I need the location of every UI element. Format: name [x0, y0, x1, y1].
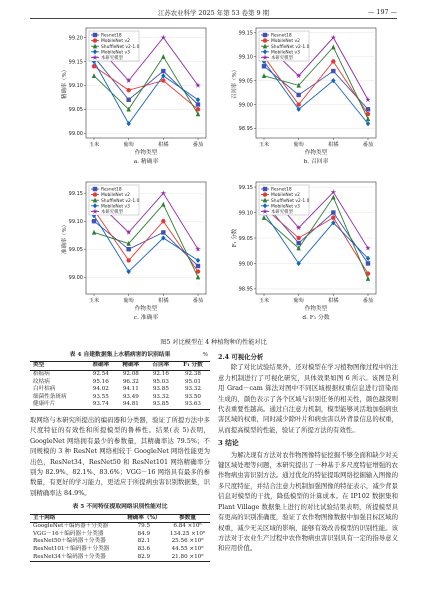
data-point [331, 210, 335, 214]
legend-label: Resnet18 [101, 33, 122, 39]
data-point [296, 241, 300, 245]
table-cell: 44.55 ×10⁶ [171, 546, 204, 552]
legend-label: MobileNet v3 [271, 204, 300, 210]
legend-label: ShuffleNet v2-1.0 [101, 198, 140, 204]
x-tick-label: 玉米 [258, 298, 270, 304]
data-point [331, 215, 335, 219]
table-cell: ResNet34＋编码器＋分类器 [30, 554, 123, 562]
table-cell: 84.9 [137, 530, 151, 537]
table-cell: 93.49 [122, 393, 139, 400]
table-cell: 93.85 [152, 386, 169, 393]
chart-panel-a [60, 24, 210, 174]
data-point [296, 93, 300, 97]
y-tick-label: 99.05 [68, 247, 83, 253]
table-cell: 21.80 ×10⁶ [165, 554, 210, 562]
table-cell: 96.32 [122, 378, 139, 385]
table-row [30, 554, 210, 562]
table4-unit: % [202, 352, 208, 358]
table-cell: 94.02 [92, 386, 109, 393]
table-row [30, 394, 210, 402]
y-axis-label: 召回率（%） [232, 66, 238, 100]
x-tick-label: 番茄 [192, 298, 204, 304]
legend-label: MobileNet v3 [271, 50, 300, 56]
y-tick-label: 99.05 [68, 107, 83, 114]
data-point [262, 64, 266, 68]
body-paragraph: 除了对比试验结果外，还对模型在学习植物图像过程中的注意力机制进行了可视化研究，具体效果如图 6 所示。该图是利用 Grad－cam 算法对图中不同区域根据权重信息进行渲染而生成的，颜色表示了各个区域与识别任务的相关性，颜色越深则代表重要性越高。通过自注意力机制，模型能够灵活地加强病虫害区域的权重，同时减少除叶片和病虫害以外背景信息的权重，从而提高模型的性能，验证了所提方法的有效性。 [218, 363, 398, 434]
y-tick-label: 99.20 [68, 35, 83, 42]
y-tick-label: 99.10 [238, 210, 253, 217]
table4-header: 精确率 [116, 362, 146, 371]
y-tick-label: 99.15 [68, 191, 83, 197]
page-number: — 197 — [367, 8, 397, 16]
table-cell: 健康叶片 [30, 401, 86, 409]
x-tick-label: 葡萄 [123, 142, 134, 148]
figure-caption: 图5 对比模型在 4 种植物种的性能对比 [160, 339, 267, 346]
data-point [161, 230, 165, 234]
data-point [263, 192, 267, 196]
x-tick-label: 玉米 [88, 298, 100, 304]
data-point [366, 261, 370, 265]
journal-title: 江苏农业科学 2025 年第 53 卷第 9 期 [158, 9, 269, 17]
table5-header-row [30, 514, 210, 523]
y-tick-label: 99.10 [68, 83, 83, 90]
table5-header: 精确率（%） [123, 514, 165, 523]
y-tick-label: 99.00 [238, 261, 253, 268]
legend-label: 本研究模型 [271, 56, 293, 61]
x-axis-label: 作物类型 [134, 150, 158, 156]
precision-chart [60, 24, 210, 174]
table-cell: 93.32 [152, 393, 169, 400]
x-axis-label: 作物类型 [304, 306, 328, 312]
x-axis-label: 作物类型 [304, 150, 328, 156]
x-tick-label: 番茄 [192, 142, 204, 148]
table-row [30, 379, 210, 387]
x-tick-label: 玉米 [88, 142, 100, 148]
table-cell: 92.54 [92, 371, 109, 377]
right-column [218, 350, 398, 554]
y-tick-label: 99.05 [238, 235, 253, 242]
x-tick-label: 玉米 [258, 142, 270, 148]
x-tick-label: 番茄 [362, 298, 374, 304]
data-point [93, 38, 97, 42]
legend-label: MobileNet v3 [101, 50, 130, 56]
y-tick-label: 99.00 [238, 102, 253, 109]
legend-label: MobileNet v2 [271, 193, 300, 199]
x-tick-label: 葡萄 [293, 298, 304, 304]
f1-chart [230, 178, 380, 330]
table-cell: 82.9 [123, 554, 165, 562]
table5-header: 主干网络 [30, 514, 123, 523]
table-row [30, 523, 210, 531]
table-row [30, 371, 210, 379]
section-heading-3: 3 结论 [218, 439, 239, 448]
accuracy-chart [60, 178, 210, 330]
table-cell: 93.85 [146, 401, 176, 409]
y-tick-label: 99.15 [68, 59, 83, 66]
table-cell: 92.38 [184, 371, 201, 377]
x-axis-label: 作物类型 [134, 306, 158, 312]
table-row [30, 546, 210, 554]
table-row [30, 401, 210, 409]
table-cell: 25.56 ×10⁶ [171, 538, 204, 545]
table-cell: 93.50 [184, 393, 201, 400]
table5 [30, 514, 210, 563]
table-cell: 95.03 [152, 378, 169, 385]
table-cell: 79.5 [137, 523, 151, 530]
left-column [30, 350, 210, 562]
legend-label: MobileNet v2 [101, 39, 130, 45]
data-point [196, 102, 200, 106]
table-row [30, 538, 210, 546]
panel-sublabel: b. 召回率 [303, 159, 329, 165]
legend-label: 本研究模型 [271, 210, 293, 215]
data-point [93, 33, 97, 37]
data-point [296, 236, 300, 240]
y-axis-label: 精确率（%） [62, 66, 68, 100]
y-tick-label: 99.10 [68, 219, 83, 225]
data-point [296, 102, 300, 106]
data-point [161, 78, 165, 82]
data-point [331, 59, 335, 63]
recall-chart [230, 24, 380, 174]
legend-label: MobileNet v3 [101, 204, 130, 210]
table-cell: 6.84 ×10⁶ [173, 523, 202, 530]
table5-header: 参数量 [165, 514, 210, 523]
body-paragraph: 取网络与本研究所提出的编码器和分类器，验证了所提方法中多尺度特征的有效性和所提模型的鲁棒性。结果(表 5)表明，GoogleNet 网络拥有最少的参数量，其精确率达 79.5%；不同规模的 3 种 ResNet 网络相较于 GoogleNet 网络性能更为出色，ResNet34、ResNet50 和 ResNet101 网络精确率分别为 82.9%、82.1%、83.6%；VGG－16 网络具有最多的参数量，有更好的学习能力，更适应于所提病虫害识别数据集，识别精确率达 84.9%。 [30, 415, 210, 497]
table4 [30, 361, 210, 410]
table-cell: 93.32 [184, 386, 201, 393]
table-row [30, 386, 210, 394]
legend-label: ShuffleNet v2-1.0 [101, 44, 140, 50]
table4-block [30, 350, 210, 360]
x-tick-label: 柑橘 [328, 298, 339, 304]
table-cell: 93.55 [92, 393, 109, 400]
y-tick-label: 98.95 [238, 286, 253, 293]
table4-header: 准确率 [86, 362, 116, 371]
y-tick-label: 99.15 [238, 184, 253, 191]
y-axis-label: 准确率（%） [62, 221, 68, 255]
legend-label: ShuffleNet v2-1.0 [271, 44, 310, 50]
table4-header: F₁ 分数 [176, 362, 210, 371]
legend-label: Resnet18 [101, 187, 122, 193]
chart-panel-c [60, 178, 210, 330]
table-cell: 92.16 [152, 371, 169, 377]
running-header [30, 6, 397, 18]
section-heading-2-4: 2.4 可视化分析 [218, 353, 264, 361]
y-tick-label: 99.05 [238, 78, 253, 85]
table-cell: 93.63 [176, 401, 210, 409]
panel-sublabel: c. 准确率 [133, 315, 159, 321]
table-cell: 94.81 [116, 401, 146, 409]
table-cell: 白叶枯病 [33, 386, 56, 393]
x-tick-label: 柑橘 [158, 142, 169, 148]
legend-label: 本研究模型 [101, 56, 123, 61]
data-point [263, 33, 267, 37]
panel-sublabel: a. 精确率 [133, 159, 159, 165]
legend-label: ShuffleNet v2-1.0 [271, 198, 310, 204]
data-point [196, 264, 200, 268]
y-tick-label: 99.00 [68, 131, 83, 138]
table-cell: VGG－16＋编码器＋分类器 [33, 530, 104, 537]
table-cell: ResNet101＋编码器＋分类器 [33, 546, 110, 552]
legend-label: MobileNet v2 [101, 193, 130, 199]
table4-header-row [30, 362, 210, 371]
table-cell: 82.1 [137, 538, 151, 545]
table-cell: 95.01 [184, 378, 201, 385]
legend-label: Resnet18 [271, 33, 292, 39]
data-point [92, 219, 96, 223]
data-point [126, 247, 130, 251]
data-point [126, 88, 130, 92]
chart-panel-d [230, 178, 380, 330]
table-cell: 94.11 [122, 386, 139, 393]
body-paragraph: 为解决现有方法对农作物图像特征挖掘不够全面和缺少对关键区域处理等问题，本研究提出了一种基于多尺度特征增强的农作物病虫害识别方法。通过优化的特征提取网络挖掘输入图像的多尺度特征，并结合注意力机制加强图像的特征表示，减少背景信息对模型的干扰，降低模型的计算成本。在 IP102 数据集和 Plant Village 数据集上进行的对比试验结果表明，所提模型具有更高的识别准确度，验证了农作物图像数据中加强目标区域的权重，减少无关区域的影响，能够有效改善模型的识别性能。该方法对于农业生产过程中农作物病虫害识别具有一定的指导意义和应用价值。 [218, 450, 398, 553]
table-cell: 93.74 [86, 401, 116, 409]
data-point [263, 187, 267, 191]
table-cell: GoogleNet＋编码器＋分类器 [33, 523, 109, 530]
table4-header: 召回率 [146, 362, 176, 371]
x-tick-label: 柑橘 [158, 298, 169, 304]
y-tick-label: 99.00 [68, 275, 83, 281]
x-tick-label: 番茄 [362, 142, 374, 148]
data-point [126, 258, 130, 262]
data-point [161, 219, 165, 223]
y-tick-label: 98.95 [238, 126, 253, 133]
table5-caption: 表 5 不同特征提取网络识别性能对比 [72, 504, 168, 511]
x-tick-label: 葡萄 [123, 298, 134, 304]
x-tick-label: 柑橘 [328, 142, 339, 148]
data-point [366, 107, 370, 111]
panel-sublabel: d. F₁ 分数 [302, 315, 330, 321]
table-cell: ResNet50＋编码器＋分类器 [33, 538, 106, 545]
data-point [93, 192, 97, 196]
data-point [161, 69, 165, 73]
table-cell: 83.6 [137, 546, 151, 552]
table-cell: 134.25 ×10⁶ [169, 530, 206, 537]
y-axis-label: F₁ 分数 [232, 228, 238, 248]
data-point [93, 187, 97, 191]
legend-label: MobileNet v2 [271, 39, 300, 45]
data-point [263, 38, 267, 42]
y-tick-label: 99.10 [238, 54, 253, 61]
header-rule [30, 18, 397, 19]
y-tick-label: 99.15 [238, 30, 253, 37]
table-cell: 92.08 [122, 371, 139, 377]
data-point [126, 98, 130, 102]
table-cell: 细菌性条斑病 [33, 393, 67, 400]
legend-label: Resnet18 [271, 187, 292, 193]
data-point [331, 69, 335, 73]
x-tick-label: 葡萄 [293, 142, 304, 148]
table-cell: 纹枯病 [33, 378, 50, 385]
chart-panel-b [230, 24, 380, 174]
table4-header: 类型 [30, 362, 86, 371]
legend-label: 本研究模型 [101, 210, 123, 215]
table4-caption: 表 4 自建数据集上水稻病害的识别结果 [69, 352, 171, 358]
table-cell: 95.16 [92, 378, 109, 385]
table-cell: 稻瘟病 [33, 371, 50, 377]
